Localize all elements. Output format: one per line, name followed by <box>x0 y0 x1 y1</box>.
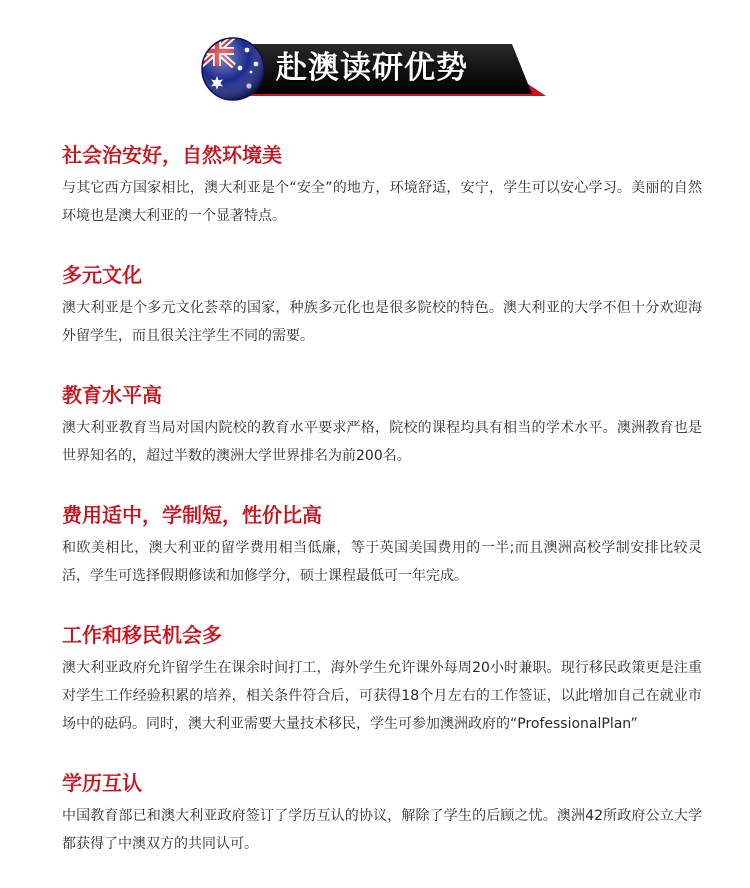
section-title: 教育水平高 <box>62 383 162 407</box>
section-body: 和欧美相比，澳大利亚的留学费用相当低廉，等于英国美国费用的一半;而且澳洲高校学制安排比较灵活，学生可选择假期修读和加修学分，硕士课程最低可一年完成。 <box>62 540 702 584</box>
section-body: 与其它西方国家相比，澳大利亚是个“安全”的地方，环境舒适，安宁，学生可以安心学习。美丽的自然环境也是澳大利亚的一个显著特点。 <box>62 180 702 224</box>
section-title: 学历互认 <box>62 771 142 795</box>
page-title: 赴澳读研优势 <box>276 50 468 86</box>
section-body: 中国教育部已和澳大利亚政府签订了学历互认的协议，解除了学生的后顾之忧。澳洲42所政府公立大学都获得了中澳双方的共同认可。 <box>62 808 702 852</box>
section-body: 澳大利亚政府允许留学生在课余时间打工，海外学生允许课外每周20小时兼职。现行移民政策更是注重对学生工作经验积累的培养，相关条件符合后，可获得18个月左右的工作签证，以此增加自己在就业市场中的砝码。同时，澳大利亚需要大量技术移民，学生可参加澳洲政府的“ProfessionalPlan” <box>62 660 702 732</box>
section-title: 多元文化 <box>62 263 142 287</box>
section-body: 澳大利亚教育当局对国内院校的教育水平要求严格，院校的课程均具有相当的学术水平。澳洲教育也是世界知名的，超过半数的澳洲大学世界排名为前200名。 <box>62 420 702 464</box>
section-title: 工作和移民机会多 <box>62 623 222 647</box>
content <box>62 140 702 888</box>
australia-flag-icon <box>200 36 266 102</box>
section-education-level <box>62 380 702 470</box>
section-work-immigration <box>62 620 702 738</box>
section-safety-environment <box>62 140 702 230</box>
page-header <box>200 36 540 102</box>
section-cost <box>62 500 702 590</box>
section-multiculture <box>62 260 702 350</box>
section-title: 费用适中，学制短，性价比高 <box>62 503 322 527</box>
section-title: 社会治安好，自然环境美 <box>62 143 282 167</box>
section-body: 澳大利亚是个多元文化荟萃的国家，种族多元化也是很多院校的特色。澳大利亚的大学不但十分欢迎海外留学生，而且很关注学生不同的需要。 <box>62 300 702 344</box>
section-degree-recognition <box>62 768 702 858</box>
